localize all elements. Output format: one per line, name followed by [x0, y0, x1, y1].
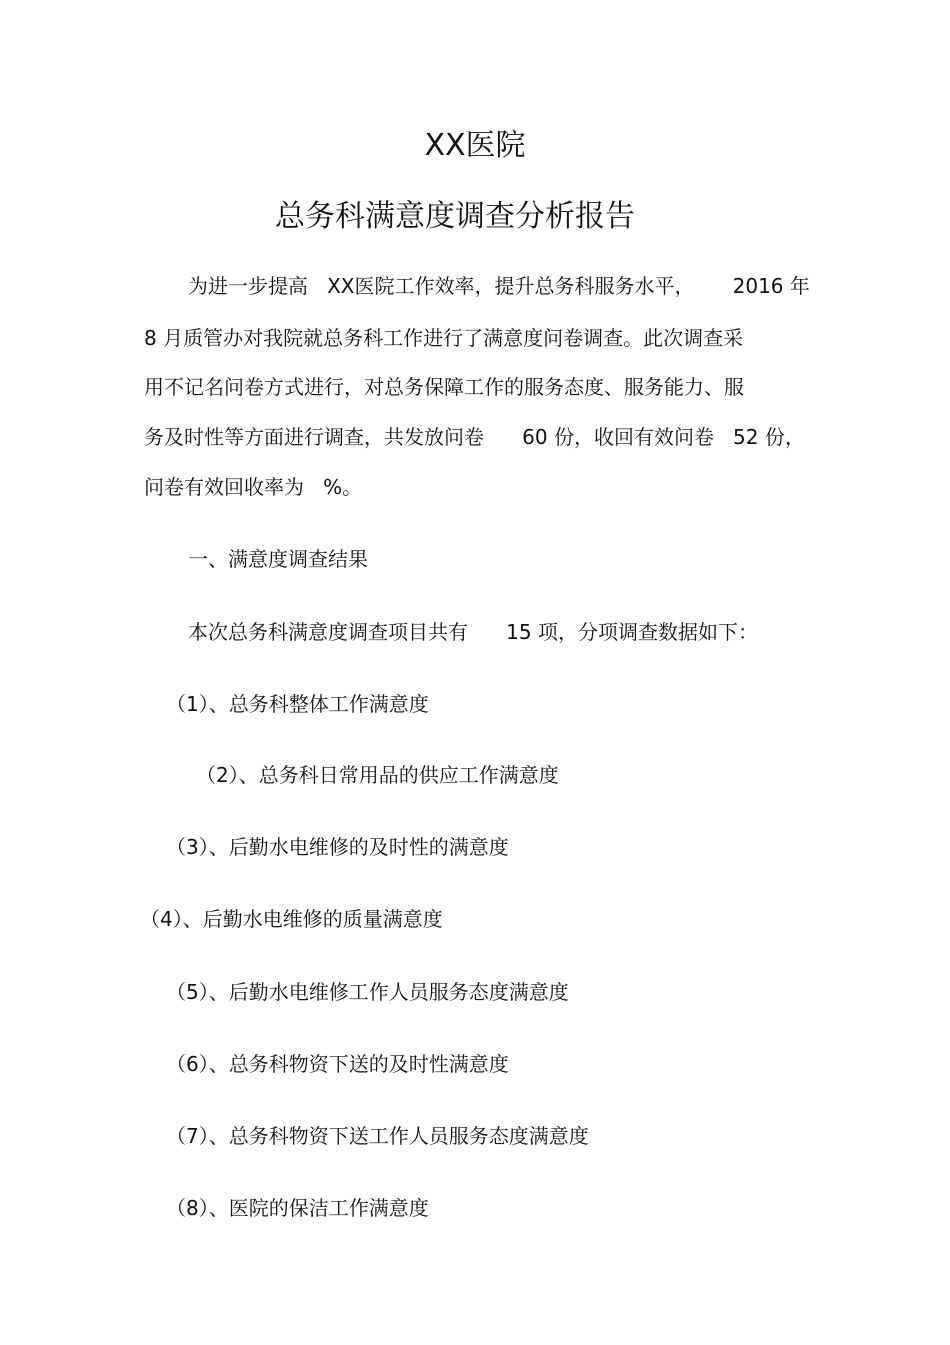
intro-line-5: 问卷有效回收率为 %。 [144, 475, 363, 499]
section-heading: 一、满意度调查结果 [188, 547, 368, 571]
list-item: （3）、后勤水电维修的及时性的满意度 [166, 835, 509, 859]
document-subtitle: 总务科满意度调查分析报告 [275, 199, 635, 234]
intro-line-3: 用不记名问卷方式进行，对总务保障工作的服务态度、服务能力、服 [144, 375, 744, 399]
list-item: （7）、总务科物资下送工作人员服务态度满意度 [166, 1124, 589, 1148]
list-item: （8）、医院的保洁工作满意度 [166, 1196, 429, 1220]
section-intro: 本次总务科满意度调查项目共有 15 项，分项调查数据如下： [188, 620, 758, 644]
list-item: （5）、后勤水电维修工作人员服务态度满意度 [166, 980, 569, 1004]
intro-line-2: 8 月质管办对我院就总务科工作进行了满意度问卷调查。此次调查采 [144, 326, 744, 350]
list-item: （2）、总务科日常用品的供应工作满意度 [196, 763, 559, 787]
list-item: （6）、总务科物资下送的及时性满意度 [166, 1052, 509, 1076]
list-item: （4）、后勤水电维修的质量满意度 [140, 907, 443, 931]
list-item: （1）、总务科整体工作满意度 [166, 692, 429, 716]
document-title: XX医院 [424, 128, 526, 163]
intro-line-4: 务及时性等方面进行调查，共发放问卷 60 份，收回有效问卷 52 份， [144, 425, 805, 449]
intro-line-1: 为进一步提高 XX医院工作效率，提升总务科服务水平， 2016 年 [188, 274, 810, 298]
